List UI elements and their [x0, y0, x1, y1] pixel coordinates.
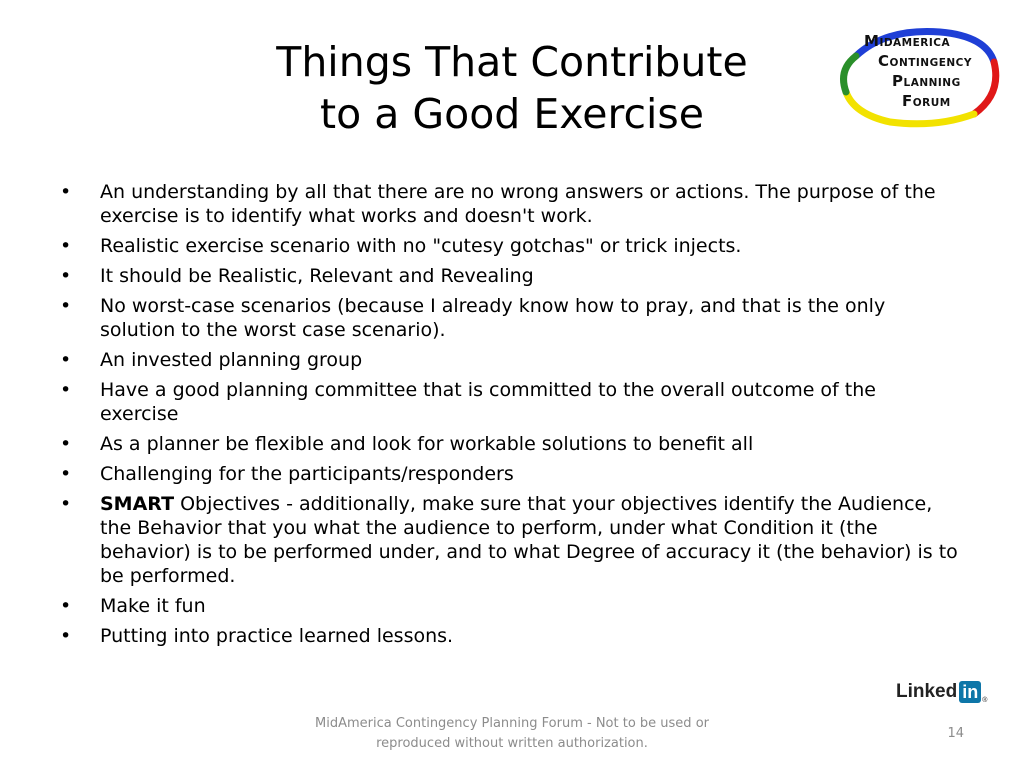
bullet-item: [60, 462, 960, 486]
linkedin-in-badge: in: [959, 681, 981, 703]
bullet-dot: •: [60, 349, 72, 371]
bullet-text: An understanding by all that there are no wrong answers or actions. The purpose of the exercise is to identify what works and doesn't work.: [100, 181, 936, 227]
bullet-dot: •: [60, 493, 72, 515]
bullet-text: An invested planning group: [100, 349, 363, 371]
slide-title: [180, 36, 844, 140]
logo-ring-right: [974, 62, 996, 114]
bullet-item: [60, 294, 960, 342]
bullet-item: [60, 348, 960, 372]
bullet-dot: •: [60, 595, 72, 617]
logo-line-1: MIDAMERICA: [864, 32, 951, 50]
bullet-dot: •: [60, 379, 72, 401]
footer-disclaimer: [300, 714, 724, 754]
bullet-text: Putting into practice learned lessons.: [100, 625, 454, 647]
linkedin-logo: [896, 680, 987, 704]
bullet-item: [60, 264, 960, 288]
bullet-list: [60, 180, 960, 654]
bullet-item: [60, 180, 960, 228]
bullet-text: Have a good planning committee that is committed to the overall outcome of the exercise: [100, 379, 876, 425]
bullet-item: [60, 624, 960, 648]
logo-line-4: FORUM: [902, 92, 951, 110]
bullet-item: [60, 234, 960, 258]
bullet-dot: •: [60, 295, 72, 317]
bullet-item: [60, 378, 960, 426]
bullet-item: [60, 594, 960, 618]
bullet-text: Challenging for the participants/responders: [100, 463, 514, 485]
bullet-text: Make it fun: [100, 595, 206, 617]
bullet-item: [60, 432, 960, 456]
bullet-dot: •: [60, 181, 72, 203]
midamerica-logo: [836, 22, 1000, 130]
bullet-text: Objectives - additionally, make sure that your objectives identify the Audience, the Behavior that you what the audience to perform, under what Condition it (the behavior) is to be performed under, and to what Degree of accuracy it (the behavior) is to be performed.: [100, 493, 958, 587]
footer-line-2: reproduced without written authorization.: [376, 736, 648, 751]
logo-line-2: CONTINGENCY: [878, 52, 972, 70]
linkedin-registered-mark: ®: [982, 697, 988, 704]
title-line-2: to a Good Exercise: [320, 90, 704, 138]
linkedin-word: Linked: [896, 681, 958, 702]
bullet-dot: •: [60, 265, 72, 287]
page-number: 14: [947, 726, 964, 741]
bullet-text: It should be Realistic, Relevant and Revealing: [100, 265, 534, 287]
bullet-text: Realistic exercise scenario with no "cutesy gotchas" or trick injects.: [100, 235, 742, 257]
bullet-strong-text: SMART: [100, 493, 175, 515]
bullet-item: [60, 492, 960, 588]
logo-ring-left: [844, 56, 856, 92]
logo-line-3: PLANNING: [892, 72, 961, 90]
bullet-text: No worst-case scenarios (because I already know how to pray, and that is the only solution to the worst case scenario).: [100, 295, 886, 341]
title-line-1: Things That Contribute: [276, 38, 748, 86]
bullet-text: As a planner be flexible and look for workable solutions to benefit all: [100, 433, 754, 455]
bullet-dot: •: [60, 625, 72, 647]
bullet-dot: •: [60, 463, 72, 485]
bullet-dot: •: [60, 235, 72, 257]
bullet-dot: •: [60, 433, 72, 455]
footer-line-1: MidAmerica Contingency Planning Forum - Not to be used or: [315, 716, 709, 731]
